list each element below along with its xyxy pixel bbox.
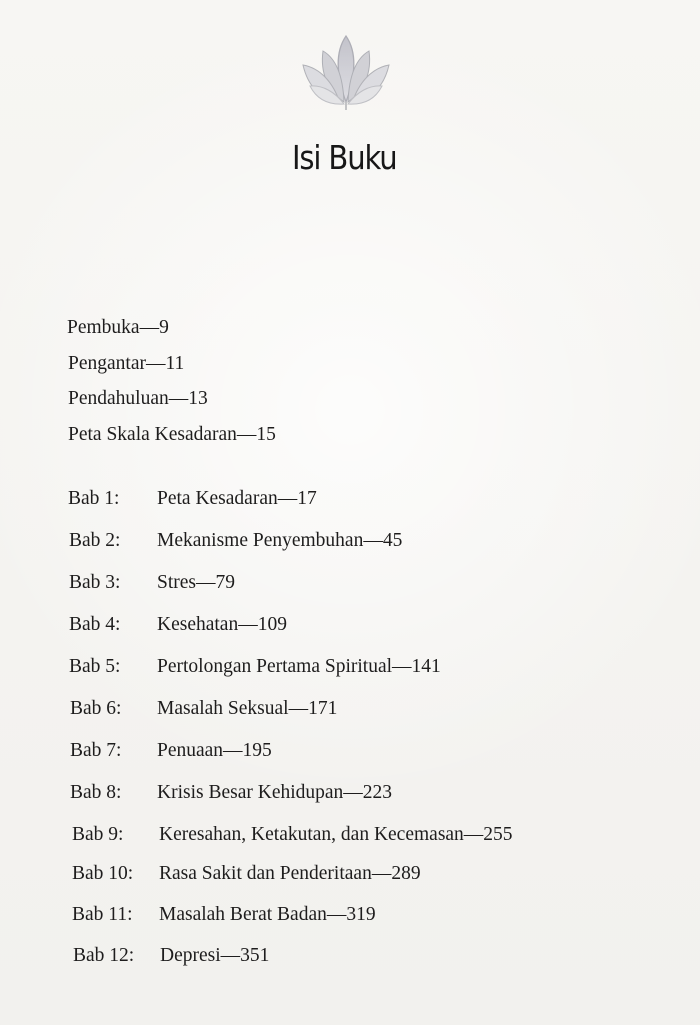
lotus-icon	[290, 30, 402, 112]
chapter-title: Keresahan, Ketakutan, dan Kecemasan—255	[159, 824, 513, 845]
toc-entry-pendahuluan: Pendahuluan—13	[68, 388, 208, 409]
chapter-number: Bab 6:	[70, 698, 122, 719]
chapter-title: Depresi—351	[160, 945, 270, 966]
page-title: Isi Buku	[292, 138, 397, 177]
chapter-number: Bab 8:	[70, 782, 122, 803]
chapter-title: Peta Kesadaran—17	[157, 488, 317, 509]
chapter-number: Bab 5:	[69, 656, 121, 677]
chapter-title: Rasa Sakit dan Penderitaan—289	[159, 863, 421, 884]
chapter-number: Bab 2:	[69, 530, 121, 551]
chapter-number: Bab 9:	[72, 824, 124, 845]
chapter-title: Mekanisme Penyembuhan—45	[157, 530, 403, 551]
chapter-title: Stres—79	[157, 572, 235, 593]
toc-entry-peta-skala-kesadaran: Peta Skala Kesadaran—15	[68, 424, 276, 445]
chapter-number: Bab 7:	[70, 740, 122, 761]
chapter-title: Masalah Seksual—171	[157, 698, 338, 719]
chapter-title: Penuaan—195	[157, 740, 272, 761]
chapter-number: Bab 3:	[69, 572, 121, 593]
chapter-number: Bab 1:	[68, 488, 120, 509]
toc-entry-pembuka: Pembuka—9	[67, 317, 169, 338]
chapter-title: Kesehatan—109	[157, 614, 287, 635]
chapter-number: Bab 10:	[72, 863, 134, 884]
toc-entry-pengantar: Pengantar—11	[68, 353, 185, 374]
chapter-title: Krisis Besar Kehidupan—223	[157, 782, 393, 803]
chapter-number: Bab 11:	[72, 904, 133, 925]
chapter-number: Bab 12:	[73, 945, 135, 966]
chapter-title: Pertolongan Pertama Spiritual—141	[157, 656, 441, 677]
chapter-number: Bab 4:	[69, 614, 121, 635]
chapter-title: Masalah Berat Badan—319	[159, 904, 376, 925]
